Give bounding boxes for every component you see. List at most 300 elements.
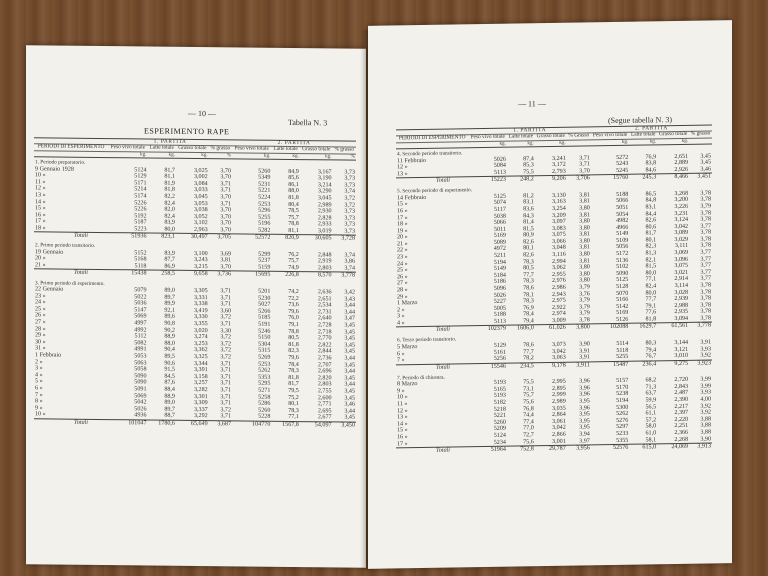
table-cell: 3,70 — [220, 213, 232, 221]
table-cell: 3,075 — [552, 232, 566, 239]
partita-header: 2. PARTITA — [591, 125, 712, 133]
table-cell: 90,6 — [164, 360, 175, 367]
table-cell: 78,8 — [288, 221, 299, 228]
table-cell: 3,71 — [220, 367, 232, 374]
table-cell: 2,820 — [317, 375, 332, 382]
table-cell: 3,257 — [193, 380, 208, 387]
table-cell: 5022 — [134, 294, 147, 301]
table-cell: 3,44 — [344, 355, 355, 362]
table-cell: 3,44 — [344, 302, 355, 309]
table-cell: 5349 — [258, 174, 271, 181]
table-cell: 3,69 — [220, 251, 232, 258]
table-cell: 88,4 — [164, 386, 175, 393]
table-cell: 88,0 — [288, 188, 299, 195]
table-cell: 3,74 — [344, 188, 355, 196]
table-cell: 3,80 — [579, 251, 590, 258]
table-cell: 3,80 — [579, 271, 590, 278]
table-cell: 56,5 — [645, 403, 657, 411]
table-cell: 5084 — [493, 162, 506, 170]
table-cell: 3,78 — [700, 236, 711, 243]
table-cell: 3,073 — [552, 341, 566, 348]
table-cell: 3,73 — [344, 221, 355, 228]
date-cell: 29 » — [35, 332, 46, 339]
total-cell: 3,913 — [689, 443, 712, 452]
table-cell: 2,848 — [317, 252, 332, 259]
table-cell: 3,282 — [193, 386, 208, 394]
table-cell: 3,96 — [579, 385, 590, 392]
total-cell: 61,026 — [535, 325, 567, 334]
section-heading: 6. Terzo periodo transitorio. — [397, 336, 457, 344]
section-heading: 3. Primo periodo di esperimento. — [35, 279, 105, 287]
table-cell: 3,71 — [220, 301, 232, 308]
table-cell: 5128 — [616, 283, 629, 291]
table-cell: 3,71 — [579, 154, 590, 162]
total-cell: 823,1 — [147, 233, 176, 242]
table-cell: 3,78 — [700, 196, 711, 203]
table-cell: 5112 — [134, 333, 147, 340]
table-cell: 5171 — [134, 180, 147, 187]
table-cell: 5260 — [258, 168, 271, 175]
table-cell: 3,45 — [344, 362, 355, 369]
table-cell: 92,1 — [164, 307, 175, 314]
table-cell: 3,029 — [674, 236, 689, 243]
table-cell: 2,220 — [674, 416, 689, 423]
table-cell: 5194 — [616, 397, 629, 404]
table-cell: 3,45 — [700, 153, 711, 160]
table-cell: 82,3 — [288, 348, 299, 355]
table-cell: 5053 — [134, 353, 147, 360]
table-cell: 3,71 — [220, 380, 232, 387]
table-cell: 78,3 — [288, 368, 299, 375]
table-cell: 75,2 — [288, 394, 299, 401]
table-cell: 82,3 — [645, 243, 657, 250]
date-cell: 21 » — [35, 262, 46, 269]
table-cell: 5211 — [493, 252, 506, 259]
table-cell: 3,78 — [700, 216, 711, 223]
table-cell: 88,9 — [164, 393, 175, 400]
table-cell: 2,933 — [317, 221, 332, 228]
table-cell: 5186 — [493, 279, 506, 286]
table-cell: 83,9 — [164, 250, 175, 257]
table-cell: 3,048 — [552, 245, 566, 252]
table-cell: 5118 — [134, 263, 147, 270]
date-cell: 8 » — [35, 398, 43, 405]
table-cell: 3,46 — [344, 401, 355, 408]
table-cell: 5258 — [258, 394, 271, 401]
table-cell: 3,70 — [579, 168, 590, 175]
table-cell: 5118 — [616, 347, 629, 354]
table-cell: 3,021 — [674, 269, 689, 276]
table-cell: 90,2 — [164, 327, 175, 334]
table-cell: 79,4 — [523, 318, 534, 325]
table-cell: 3,102 — [193, 220, 208, 227]
table-cell: 80,9 — [523, 232, 534, 239]
table-cell: 5243 — [616, 160, 629, 168]
date-cell: 10 » — [35, 172, 46, 179]
table-cell: 5299 — [258, 251, 271, 258]
table-cell: 5296 — [258, 207, 271, 214]
table-cell: 74,4 — [523, 412, 534, 419]
date-cell: 12 » — [35, 185, 46, 192]
table-cell: 3,81 — [220, 257, 232, 264]
table-cell: 76,2 — [288, 251, 299, 258]
section-heading: 5. Secondo periodo di esperimento. — [397, 187, 473, 195]
table-cell: 3,309 — [193, 400, 208, 407]
table-cell: 3,124 — [674, 216, 689, 224]
totals-label: Totali — [34, 269, 108, 278]
table-cell: 90,8 — [164, 320, 175, 327]
table-cell: 3,71 — [220, 181, 232, 188]
table-cell: 80,5 — [523, 265, 534, 272]
table-cell: 2,943 — [552, 291, 566, 298]
table-cell: 3,76 — [579, 291, 590, 298]
table-cell: 3,45 — [344, 395, 355, 402]
table-cell: 3,097 — [552, 218, 566, 226]
table-cell: 3,71 — [579, 161, 590, 168]
table-cell: 3,301 — [193, 393, 208, 400]
table-cell: 3,70 — [220, 227, 232, 234]
table-cell: 78,2 — [523, 355, 534, 362]
table-cell: 2,390 — [674, 396, 689, 403]
column-header: Grasso totale — [176, 146, 209, 153]
table-cell: 5184 — [493, 272, 506, 279]
column-header: Latte totale — [508, 133, 534, 141]
table-cell: 5129 — [134, 173, 147, 180]
total-cell: 3,450 — [333, 422, 356, 431]
table-cell: 3,053 — [193, 200, 208, 207]
table-cell: 5026 — [134, 406, 147, 413]
table-cell: 75,6 — [523, 399, 534, 406]
table-cell: 3,144 — [674, 339, 689, 347]
date-cell: 17 » — [35, 218, 46, 225]
table-cell: 77,7 — [523, 272, 534, 279]
table-cell: 3,72 — [344, 202, 355, 209]
table-cell: 5172 — [616, 250, 629, 258]
table-cell: 89,0 — [164, 399, 175, 406]
total-cell: 236,4 — [629, 360, 657, 369]
table-cell: 3,95 — [579, 398, 590, 405]
table-cell: 4,00 — [700, 396, 711, 403]
table-cell: 2,994 — [552, 258, 566, 265]
table-cell: 5042 — [134, 399, 147, 406]
table-cell: 73,6 — [288, 302, 299, 309]
table-cell: 2,770 — [317, 335, 332, 342]
table-cell: 5193 — [493, 393, 506, 400]
table-cell: 83,9 — [164, 219, 175, 227]
table-cell: 61,1 — [645, 410, 657, 417]
table-cell: 89,6 — [164, 314, 175, 321]
date-cell: 13 » — [397, 170, 408, 178]
table-cell: 3,80 — [579, 205, 590, 212]
table-cell: 3,96 — [579, 378, 590, 385]
column-header: PERIODI DI ESPERIMENTO — [34, 144, 108, 151]
total-cell: 234,5 — [507, 362, 535, 371]
table-cell: 3,88 — [700, 429, 711, 436]
total-cell: 3,705 — [209, 234, 232, 243]
table-cell: 80,0 — [645, 289, 657, 297]
partita-header: 1. PARTITA — [468, 127, 590, 135]
table-cell: 58,0 — [645, 423, 657, 430]
table-cell: 3,94 — [579, 431, 590, 438]
date-cell: 25 » — [35, 306, 46, 313]
table-cell: 4966 — [616, 224, 629, 231]
table-cell: 5117 — [493, 206, 506, 213]
total-cell: 3,736 — [209, 271, 232, 280]
total-cell: 9,178 — [535, 362, 567, 371]
table-cell: 3,362 — [193, 347, 208, 354]
date-cell: 9 » — [397, 388, 405, 395]
table-cell: 3,77 — [700, 269, 711, 276]
table-cell: 5079 — [134, 287, 147, 294]
table-cell: 2,651 — [317, 295, 332, 303]
date-cell: 13 » — [397, 414, 408, 421]
table-cell: 2,986 — [552, 284, 566, 292]
totals-label: Totali — [396, 326, 468, 336]
table-cell: 4997 — [134, 320, 147, 327]
table-cell: 3,096 — [674, 256, 689, 263]
date-cell: 3 » — [35, 365, 43, 372]
table-cell: 3,010 — [674, 353, 689, 360]
table-cell: 3,45 — [344, 335, 355, 342]
section-heading: 7. Periodo di chiusura. — [397, 374, 445, 382]
table-cell: 81,5 — [645, 263, 657, 270]
unit-label: kg. — [232, 153, 271, 160]
totals-label: Totali — [34, 232, 108, 241]
table-cell: 80,5 — [288, 335, 299, 342]
table-cell: 3,226 — [674, 203, 689, 210]
date-cell: 24 » — [35, 299, 46, 306]
table-cell: 3,78 — [700, 302, 711, 309]
date-cell: 28 » — [397, 287, 408, 294]
table-cell: 2,822 — [317, 342, 332, 349]
table-cell: 89,5 — [164, 353, 175, 360]
table-cell: 3,30 — [220, 327, 232, 334]
table-cell: 5169 — [493, 232, 506, 240]
table-cell: 3,88 — [700, 416, 711, 423]
table-cell: 5201 — [258, 288, 271, 295]
table-cell: 5165 — [493, 386, 506, 393]
table-cell: 5230 — [258, 295, 271, 302]
table-cell: 5056 — [616, 244, 629, 251]
total-cell: 3,728 — [333, 235, 356, 244]
table-cell: 3,95 — [579, 411, 590, 418]
total-cell: 3,923 — [689, 359, 712, 368]
date-cell: 23 » — [397, 254, 408, 261]
table-cell: 3,243 — [193, 257, 208, 264]
table-cell: 4936 — [134, 412, 147, 419]
table-cell: 3,033 — [193, 187, 208, 194]
table-cell: 2,803 — [317, 265, 332, 272]
table-cell: 3,70 — [220, 174, 232, 181]
date-cell: 29 » — [397, 293, 408, 301]
date-cell: 18 » — [35, 225, 46, 232]
table-cell: 74,9 — [288, 265, 299, 272]
column-header: Grasso totale — [536, 133, 565, 140]
unit-label: kg. — [629, 139, 657, 146]
unit-label: kg. — [535, 140, 567, 147]
table-cell: 5255 — [616, 353, 629, 361]
section-heading: 4. Secondo periodo transitorio. — [397, 150, 463, 158]
table-cell: 5149 — [616, 231, 629, 238]
table-cell: 3,71 — [220, 393, 232, 400]
unit-label: kg. — [108, 151, 147, 158]
table-cell: 3,93 — [700, 346, 711, 353]
table-cell: 3,419 — [193, 307, 208, 314]
table-cell: 5271 — [258, 387, 271, 394]
table-cell: 78,1 — [523, 291, 534, 299]
total-cell: 3,706 — [567, 175, 591, 184]
table-cell: 3,81 — [579, 211, 590, 219]
table-cell: 2,922 — [552, 304, 566, 311]
date-cell: 17 » — [397, 440, 408, 447]
left-page — [26, 45, 366, 568]
table-cell: 78,6 — [523, 342, 534, 349]
table-cell: 5058 — [134, 366, 147, 373]
date-cell: 7 » — [35, 391, 43, 398]
table-cell: 3,045 — [317, 195, 332, 202]
table-cell: 2,974 — [552, 311, 566, 318]
table-cell: 83,6 — [523, 206, 534, 213]
table-cell: 2,718 — [317, 328, 332, 336]
unit-label: kg. — [300, 153, 333, 160]
table-cell: 2,755 — [317, 388, 332, 395]
table-cell: 3,91 — [579, 347, 590, 355]
table-cell: 86,9 — [164, 263, 175, 270]
table-cell: 85,6 — [288, 175, 299, 182]
date-cell: 3 » — [397, 313, 405, 320]
page-number: — 10 — — [188, 108, 216, 119]
table-cell: 5069 — [134, 313, 147, 320]
date-cell: 19 » — [397, 227, 408, 235]
column-header: Latte totale — [147, 145, 176, 152]
table-cell: 78,6 — [523, 285, 534, 292]
table-cell: 3,71 — [220, 360, 232, 367]
table-cell: 5297 — [616, 424, 629, 431]
table-cell: 5214 — [134, 186, 147, 193]
table-cell: 3,44 — [344, 408, 355, 415]
table-cell: 76,8 — [523, 405, 534, 412]
table-cell: 3,44 — [344, 368, 355, 375]
unit-label: kg. — [271, 153, 300, 160]
table-cell: 3,73 — [344, 228, 355, 235]
table-cell: 3,78 — [700, 229, 711, 236]
table-cell: 5253 — [258, 201, 271, 208]
table-cell: 3,290 — [317, 188, 332, 195]
table-cell: 3,79 — [579, 284, 590, 291]
table-cell: 82,4 — [164, 213, 175, 220]
table-cell: 2,677 — [317, 414, 332, 421]
table-cell: 61,0 — [645, 430, 657, 437]
table-cell: 5124 — [134, 166, 147, 174]
table-cell: 5036 — [134, 300, 147, 307]
table-cell: 5113 — [493, 318, 506, 325]
table-cell: 5027 — [258, 301, 271, 309]
table-cell: 2,895 — [552, 385, 566, 392]
table-cell: 2,696 — [317, 368, 332, 375]
table-cell: 3,90 — [700, 435, 711, 443]
date-cell: 6 » — [35, 385, 43, 392]
table-cell: 3,96 — [579, 404, 590, 412]
table-cell: 77,6 — [645, 309, 657, 316]
table-cell: 3,231 — [674, 210, 689, 217]
totals-label: Totali — [396, 363, 468, 373]
table-cell: 3,77 — [700, 223, 711, 230]
table-cell: 3,92 — [700, 352, 711, 359]
date-cell: 4 » — [35, 372, 43, 379]
column-header: Peso vivo totale — [468, 135, 506, 142]
table-cell: 3,80 — [579, 238, 590, 245]
partita-header: 1. PARTITA — [108, 139, 232, 147]
table-cell: 77,0 — [523, 425, 534, 432]
total-cell: 9,658 — [176, 271, 209, 280]
table-cell: 3,78 — [700, 282, 711, 289]
column-header: % grasso — [690, 130, 711, 138]
table-cell: 79,6 — [288, 308, 299, 315]
table-cell: 87,7 — [164, 257, 175, 264]
table-cell: 79,1 — [288, 321, 299, 329]
table-cell: 3,292 — [193, 413, 208, 420]
right-page — [368, 20, 732, 569]
table-cell: 78,4 — [523, 311, 534, 318]
table-cell: 3,73 — [344, 169, 355, 176]
total-cell: 8,466 — [657, 173, 689, 182]
date-cell: 26 » — [397, 274, 408, 281]
table-cell: 3,028 — [674, 289, 689, 296]
table-cell: 3,305 — [193, 288, 208, 295]
table-cell: 82,4 — [645, 283, 657, 290]
table-cell: 3,79 — [579, 297, 590, 304]
date-cell: 24 » — [397, 260, 408, 268]
table-cell: 3,172 — [552, 161, 566, 169]
table-cell: 3,163 — [552, 199, 566, 206]
table-cell: 3,79 — [579, 310, 590, 317]
total-cell: 1606,0 — [507, 325, 535, 334]
table-cell: 5226 — [134, 206, 147, 213]
table-cell: 3,052 — [193, 213, 208, 220]
table-cell: 5253 — [258, 361, 271, 368]
table-cell: 77,1 — [288, 414, 299, 421]
date-cell: 9 Gennaio 1928 — [35, 165, 74, 173]
table-cell: 68,2 — [645, 377, 657, 384]
total-cell: 1780,6 — [147, 420, 176, 429]
table-cell: 3,019 — [317, 228, 332, 235]
totals-label: Totali — [34, 418, 108, 427]
table-cell: 3,81 — [579, 192, 590, 199]
table-cell: 82,0 — [164, 206, 175, 213]
column-header: % Grasso — [568, 132, 590, 140]
table-cell: 3,74 — [344, 252, 355, 259]
table-cell: 82,1 — [645, 257, 657, 264]
table-cell: 2,914 — [674, 276, 689, 283]
table-cell: 78,3 — [523, 258, 534, 266]
table-cell: 75,7 — [288, 258, 299, 265]
table-cell: 5234 — [493, 439, 506, 446]
table-cell: 2,939 — [674, 296, 689, 303]
table-cell: 3,80 — [579, 277, 590, 284]
table-cell: 3,45 — [344, 322, 355, 329]
table-cell: 4991 — [134, 346, 147, 353]
table-cell: 3,92 — [700, 409, 711, 416]
table-cell: 2,695 — [317, 408, 332, 415]
table-cell: 80,3 — [645, 340, 657, 347]
table-cell: 72,2 — [288, 295, 299, 302]
table-cell: 3,71 — [220, 400, 232, 407]
table-cell: 3,73 — [344, 215, 355, 222]
table-cell: 5168 — [134, 256, 147, 263]
table-cell: 80,4 — [288, 201, 299, 208]
table-cell: 3,71 — [220, 374, 232, 381]
table-cell: 3,81 — [579, 244, 590, 252]
